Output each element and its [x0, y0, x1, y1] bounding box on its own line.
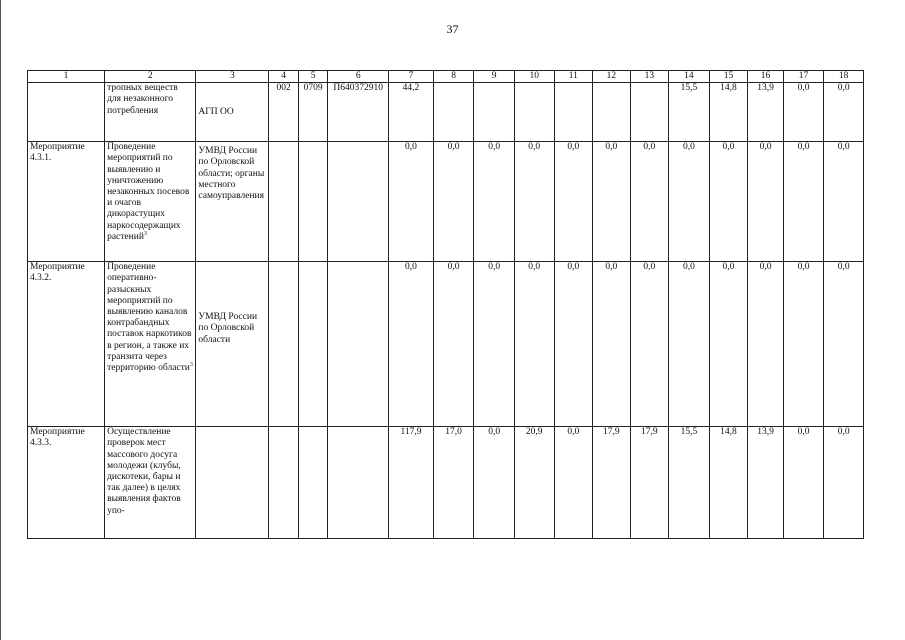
amount-cell-col-15: 0,0 [709, 262, 748, 427]
executor-cell [196, 142, 269, 262]
amount-cell-col-8: 0,0 [433, 262, 474, 427]
amount-cell-col-18: 0,0 [824, 427, 864, 539]
column-number-6: 6 [328, 71, 389, 83]
amount-cell-col-18: 0,0 [824, 262, 864, 427]
amount-cell-col-17: 0,0 [783, 142, 824, 262]
budget-table [27, 70, 864, 539]
section-code-cell [298, 262, 327, 427]
column-number-9: 9 [474, 71, 515, 83]
amount-cell-col-13 [630, 83, 669, 142]
amount-cell-col-14: 15,5 [669, 427, 710, 539]
table-row [28, 142, 864, 262]
section-code-cell [298, 83, 327, 142]
amount-cell-col-10 [514, 83, 554, 142]
amount-cell-col-15: 0,0 [709, 142, 748, 262]
executor-cell-text: УМВД России по Орловской области [198, 312, 258, 345]
target-article-cell-text: П640372910 [333, 83, 384, 94]
executor-cell-text: УМВД России по Орловской области; органы местного самоуправления [198, 146, 265, 202]
event-name-cell [105, 83, 196, 142]
column-number-18: 18 [824, 71, 864, 83]
page-left-edge [0, 0, 1, 640]
amount-cell-col-13: 0,0 [630, 262, 669, 427]
amount-cell-col-9 [474, 83, 515, 142]
amount-cell-col-14: 0,0 [669, 142, 710, 262]
amount-cell-col-13: 17,9 [630, 427, 669, 539]
amount-cell-col-9: 0,0 [474, 142, 515, 262]
column-number-14: 14 [669, 71, 710, 83]
grbs-code-cell [269, 83, 298, 142]
event-name-cell [105, 427, 196, 539]
column-number-10: 10 [514, 71, 554, 83]
event-name-cell-text: Осуществление проверок мест массового досуга молодежи (клубы, дискотеки, бары и так далее) в целях выявления фактов упо- [107, 427, 181, 516]
amount-cell-col-16: 0,0 [748, 142, 784, 262]
event-code-cell-text: Мероприятие 4.3.3. [30, 427, 85, 449]
column-number-3: 3 [196, 71, 269, 83]
amount-cell-col-11 [554, 83, 593, 142]
amount-cell-col-16: 0,0 [748, 262, 784, 427]
target-article-cell [328, 262, 389, 427]
footnote-marker: 3 [143, 230, 147, 237]
target-article-cell [328, 427, 389, 539]
amount-cell-col-8: 0,0 [433, 142, 474, 262]
amount-cell-col-12: 0,0 [593, 262, 631, 427]
grbs-code-cell [269, 427, 298, 539]
amount-cell-col-17: 0,0 [783, 83, 824, 142]
amount-cell-col-16: 13,9 [748, 427, 784, 539]
column-number-8: 8 [433, 71, 474, 83]
event-code-cell [28, 427, 105, 539]
executor-cell [196, 262, 269, 427]
column-number-7: 7 [389, 71, 434, 83]
target-article-cell [328, 142, 389, 262]
executor-cell-text: АГП ОО [198, 106, 234, 117]
event-name-cell-text: Проведение мероприятий по выявлению и уничтожению незаконных посевов и очагов дикорастущих наркосодержащих растений [107, 142, 190, 242]
amount-cell-col-7: 117,9 [389, 427, 434, 539]
event-code-cell [28, 83, 105, 142]
column-number-16: 16 [748, 71, 784, 83]
amount-cell-col-11: 0,0 [554, 142, 593, 262]
amount-cell-col-10: 0,0 [514, 262, 554, 427]
target-article-cell [328, 83, 389, 142]
executor-cell [196, 427, 269, 539]
column-number-11: 11 [554, 71, 593, 83]
grbs-code-cell [269, 142, 298, 262]
page-number: 37 [446, 22, 459, 36]
table-body [28, 71, 864, 539]
amount-cell-col-7: 0,0 [389, 262, 434, 427]
amount-cell-col-7: 44,2 [389, 83, 434, 142]
grbs-code-cell [269, 262, 298, 427]
column-number-5: 5 [298, 71, 327, 83]
amount-cell-col-9: 0,0 [474, 262, 515, 427]
amount-cell-col-13: 0,0 [630, 142, 669, 262]
column-number-1: 1 [28, 71, 105, 83]
table-row [28, 83, 864, 142]
amount-cell-col-17: 0,0 [783, 262, 824, 427]
amount-cell-col-16: 13,9 [748, 83, 784, 142]
amount-cell-col-9: 0,0 [474, 427, 515, 539]
column-number-4: 4 [269, 71, 298, 83]
amount-cell-col-14: 0,0 [669, 262, 710, 427]
amount-cell-col-10: 20,9 [514, 427, 554, 539]
event-name-cell-text: тропных веществ для незаконного потребления [107, 83, 178, 116]
section-code-cell-text: 0709 [303, 83, 323, 94]
section-code-cell [298, 142, 327, 262]
column-number-12: 12 [593, 71, 631, 83]
event-code-cell [28, 262, 105, 427]
column-number-15: 15 [709, 71, 748, 83]
table-row [28, 427, 864, 539]
footnote-marker: 3 [189, 361, 193, 368]
amount-cell-col-17: 0,0 [783, 427, 824, 539]
amount-cell-col-12 [593, 83, 631, 142]
column-number-13: 13 [630, 71, 669, 83]
amount-cell-col-12: 0,0 [593, 142, 631, 262]
table-row [28, 262, 864, 427]
amount-cell-col-11: 0,0 [554, 427, 593, 539]
amount-cell-col-12: 17,9 [593, 427, 631, 539]
amount-cell-col-8 [433, 83, 474, 142]
amount-cell-col-18: 0,0 [824, 83, 864, 142]
event-name-cell [105, 142, 196, 262]
event-code-cell-text: Мероприятие 4.3.1. [30, 142, 85, 164]
amount-cell-col-18: 0,0 [824, 142, 864, 262]
amount-cell-col-11: 0,0 [554, 262, 593, 427]
event-name-cell [105, 262, 196, 427]
amount-cell-col-14: 15,5 [669, 83, 710, 142]
executor-cell [196, 83, 269, 142]
column-number-row [28, 71, 864, 83]
column-number-17: 17 [783, 71, 824, 83]
event-code-cell-text: Мероприятие 4.3.2. [30, 262, 85, 284]
amount-cell-col-7: 0,0 [389, 142, 434, 262]
amount-cell-col-10: 0,0 [514, 142, 554, 262]
amount-cell-col-15: 14,8 [709, 83, 748, 142]
event-code-cell [28, 142, 105, 262]
section-code-cell [298, 427, 327, 539]
event-name-cell-text: Проведение оперативно-разыскных мероприятий по выявлению каналов контрабандных поставок наркотиков в регион, а также их транзита через территорию области [107, 262, 192, 374]
column-number-2: 2 [105, 71, 196, 83]
grbs-code-cell-text: 002 [276, 83, 291, 94]
amount-cell-col-8: 17,0 [433, 427, 474, 539]
amount-cell-col-15: 14,8 [709, 427, 748, 539]
